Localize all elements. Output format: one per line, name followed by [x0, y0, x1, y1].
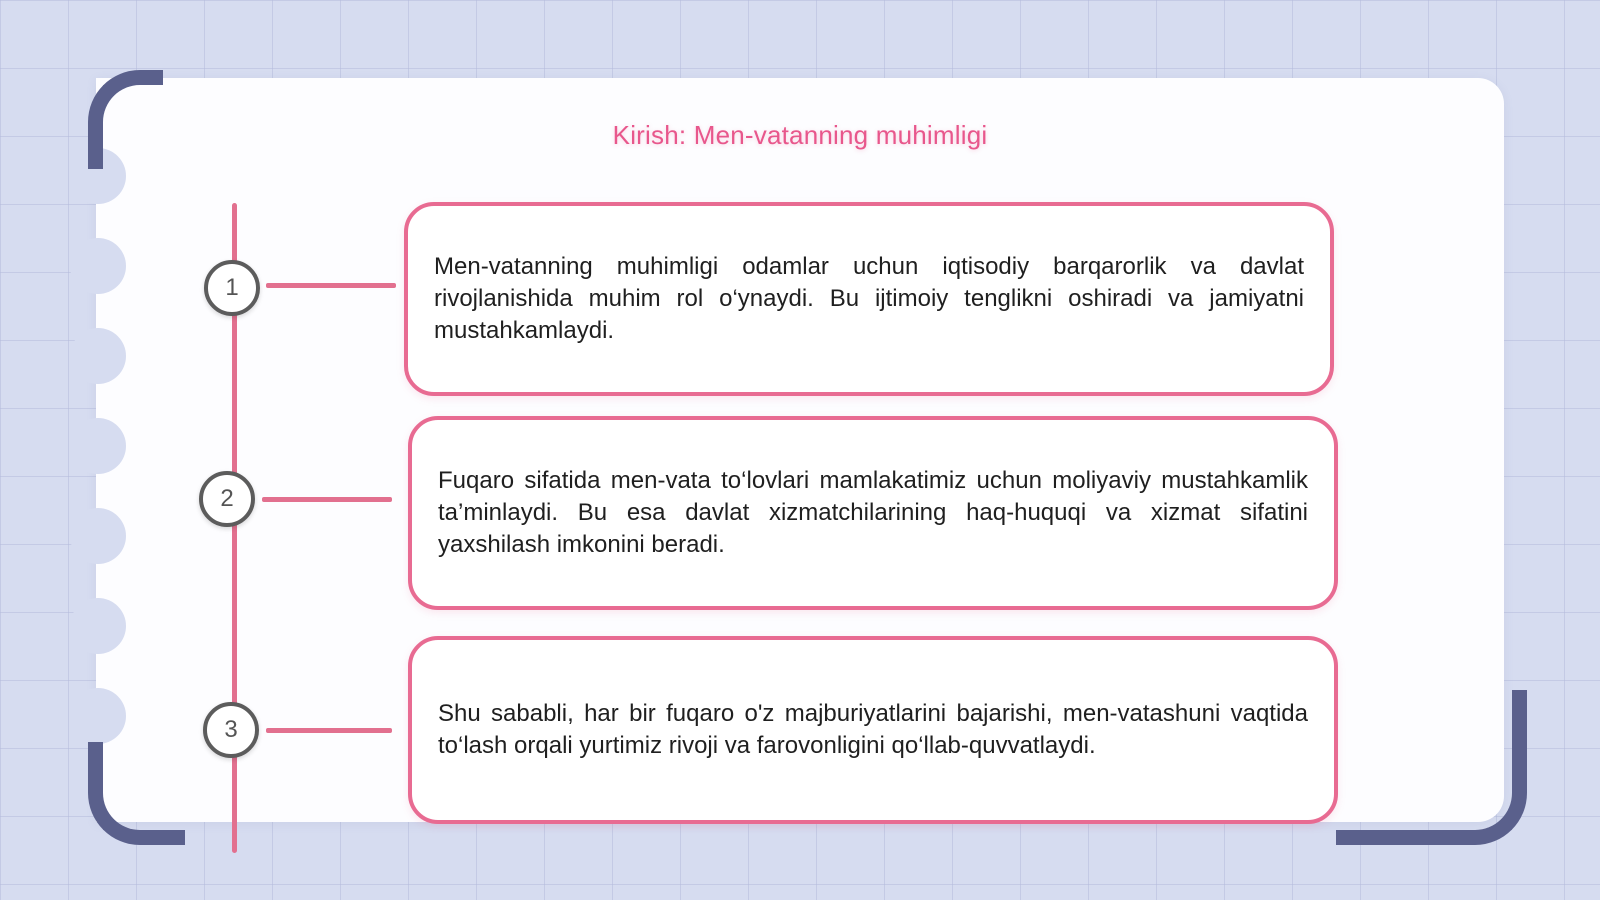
timeline-node-1 — [204, 260, 260, 316]
paper-edge-notch — [70, 598, 126, 654]
timeline-node-2 — [199, 471, 255, 527]
slide-title: Kirish: Men-vatanning muhimligi — [612, 120, 988, 150]
corner-bracket-bottom-right — [1336, 690, 1527, 845]
paper-edge-notch — [70, 688, 126, 744]
paper-edge-notch — [70, 238, 126, 294]
timeline-connector-1 — [266, 283, 396, 288]
card-text: Fuqaro sifatida men-vata to‘lovlari mamlakatimiz uchun moliyaviy mustahkamlik ta’minlaydi. Bu esa davlat xizmatchilarining haq-huquqi va xizmat sifatini yaxshilash imkonini beradi. — [438, 467, 1308, 558]
timeline-node-number: 2 — [220, 485, 234, 512]
paper-edge-notch — [70, 328, 126, 384]
timeline-node-number: 1 — [225, 274, 239, 301]
paper-edge-notch — [70, 508, 126, 564]
content-card-1 — [404, 202, 1334, 396]
timeline-connector-3 — [266, 728, 392, 733]
paper-edge-notch — [70, 418, 126, 474]
card-text: Shu sababli, har bir fuqaro o'z majburiyatlarini bajarishi, men-vatashuni vaqtida to‘lash orqali yurtimiz rivoji va farovonligini qo‘llab-quvvatlaydi. — [438, 700, 1308, 759]
content-card-2 — [408, 416, 1338, 610]
timeline-node-number: 3 — [224, 716, 238, 743]
timeline-node-3 — [203, 702, 259, 758]
timeline-connector-2 — [262, 497, 392, 502]
corner-bracket-bottom-left — [88, 742, 185, 845]
card-text: Men-vatanning muhimligi odamlar uchun iqtisodiy barqarorlik va davlat rivojlanishida muhim rol o‘ynaydi. Bu ijtimoiy tenglikni oshiradi va jamiyatni mustahkamlaydi. — [434, 253, 1304, 344]
content-card-3 — [408, 636, 1338, 824]
